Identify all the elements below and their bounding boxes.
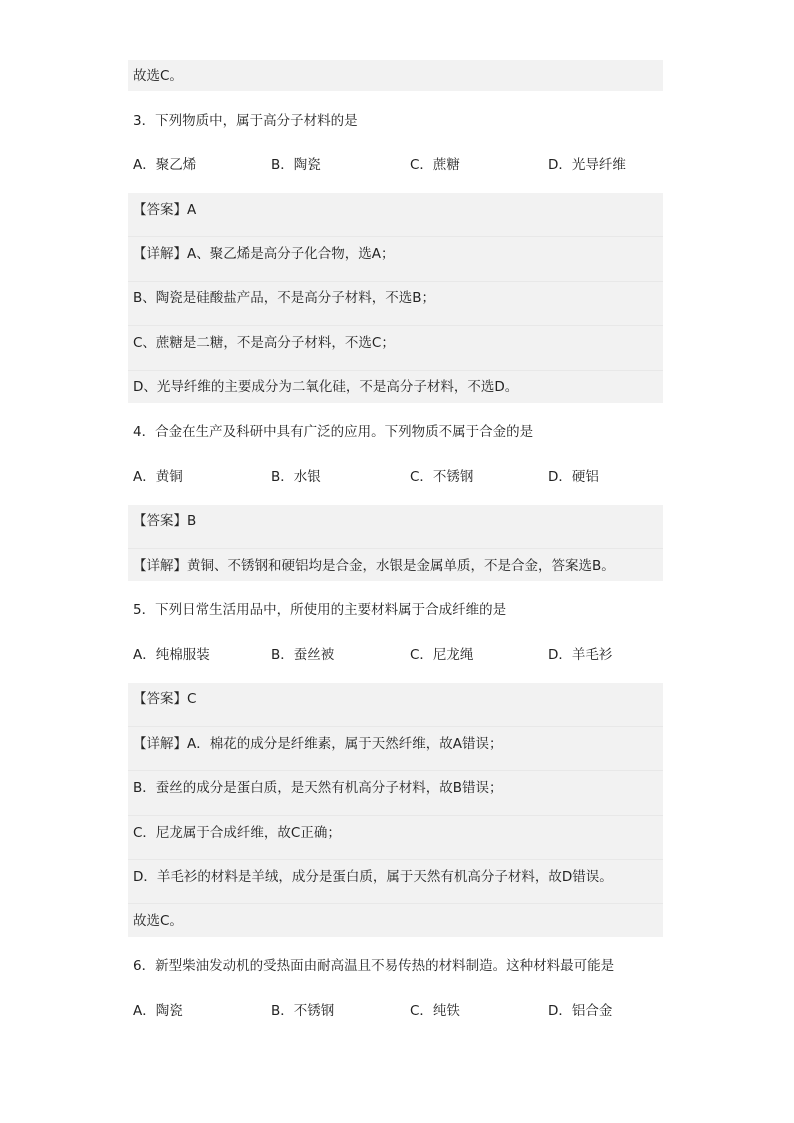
question-5-option-a: A．纯棉服装 [133,647,210,663]
separator [128,281,663,282]
question-6-option-b: B．不锈钢 [271,1003,335,1019]
answer-block-q5 [128,683,663,937]
question-3-option-c: C．蔗糖 [410,157,460,173]
conclusion-text: 故选C。 [133,68,183,84]
question-4-option-a: A．黄铜 [133,469,183,485]
question-3-detail-1: 【详解】A、聚乙烯是高分子化合物，选A； [133,246,395,262]
question-5-stem: 5．下列日常生活用品中，所使用的主要材料属于合成纤维的是 [133,602,507,618]
question-4-option-d: D．硬铝 [548,469,599,485]
question-4-detail-1: 【详解】黄铜、不锈钢和硬铝均是合金，水银是金属单质，不是合金，答案选B。 [133,558,615,574]
question-5-detail-3: C．尼龙属于合成纤维，故C正确； [133,825,341,841]
question-3-stem: 3．下列物质中，属于高分子材料的是 [133,113,358,129]
question-5-option-c: C．尼龙绳 [410,647,474,663]
question-6-option-c: C．纯铁 [410,1003,460,1019]
question-4-option-c: C．不锈钢 [410,469,474,485]
question-5-detail-1: 【详解】A．棉花的成分是纤维素，属于天然纤维，故A错误； [133,736,503,752]
question-3-answer: 【答案】A [133,202,197,218]
separator [128,548,663,549]
question-5-detail-4: D．羊毛衫的材料是羊绒，成分是蛋白质，属于天然有机高分子材料，故D错误。 [133,869,613,885]
question-5-option-b: B．蚕丝被 [271,647,335,663]
question-5-detail-2: B．蚕丝的成分是蛋白质，是天然有机高分子材料，故B错误； [133,780,503,796]
question-3-detail-3: C、蔗糖是二糖，不是高分子材料，不选C； [133,335,395,351]
question-4-option-b: B．水银 [271,469,321,485]
question-4-stem: 4．合金在生产及科研中具有广泛的应用。下列物质不属于合金的是 [133,424,534,440]
question-6-option-d: D．铝合金 [548,1003,613,1019]
separator [128,815,663,816]
question-5-option-d: D．羊毛衫 [548,647,613,663]
separator [128,859,663,860]
question-3-option-b: B．陶瓷 [271,157,321,173]
separator [128,726,663,727]
question-3-detail-4: D、光导纤维的主要成分为二氧化硅，不是高分子材料，不选D。 [133,379,519,395]
answer-block-prev [128,60,663,91]
question-6-stem: 6．新型柴油发动机的受热面由耐高温且不易传热的材料制造。这种材料最可能是 [133,958,615,974]
question-3-detail-2: B、陶瓷是硅酸盐产品，不是高分子材料，不选B； [133,290,436,306]
question-5-answer: 【答案】C [133,691,197,707]
separator [128,370,663,371]
question-6-option-a: A．陶瓷 [133,1003,183,1019]
question-5-conclusion: 故选C。 [133,913,183,929]
separator [128,236,663,237]
separator [128,770,663,771]
question-4-answer: 【答案】B [133,513,197,529]
question-3-option-a: A．聚乙烯 [133,157,197,173]
separator [128,325,663,326]
question-3-option-d: D．光导纤维 [548,157,626,173]
separator [128,903,663,904]
